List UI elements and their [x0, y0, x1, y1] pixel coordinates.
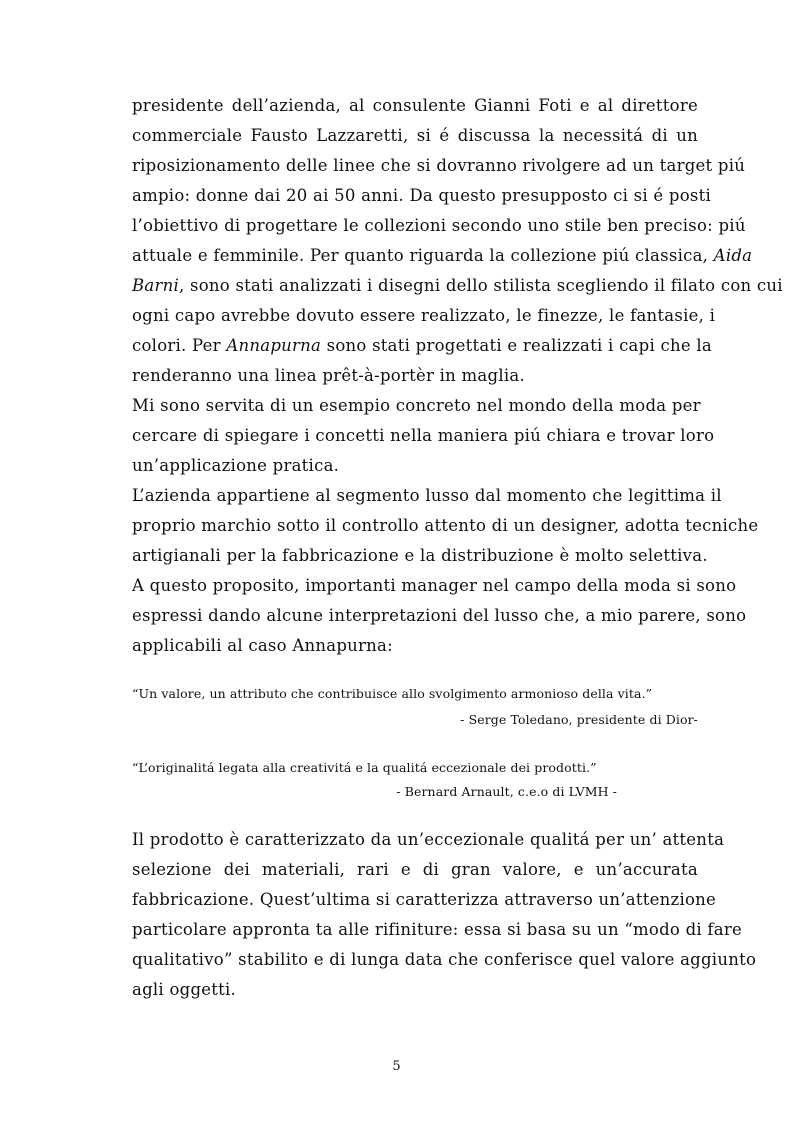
body-line: cercare di spiegare i concetti nella maniera piú chiara e trovar loro — [132, 426, 715, 445]
body-line: L’azienda appartiene al segmento lusso dal momento che legittima il — [132, 486, 722, 505]
page-number: 5 — [392, 1059, 401, 1074]
body-line: commerciale Fausto Lazzaretti, si é discussa la necessitá di un — [132, 126, 698, 145]
quote-text: “Un valore, un attributo che contribuisce allo svolgimento armonioso della vita.” — [132, 686, 653, 701]
body-line: applicabili al caso Annapurna: — [132, 636, 393, 655]
brand-name-italic: Aida — [713, 246, 753, 265]
body-line: fabbricazione. Quest’ultima si caratterizza attraverso un’attenzione — [132, 890, 717, 909]
body-line — [132, 246, 753, 266]
body-line: selezione dei materiali, rari e di gran valore, e un’accurata — [132, 860, 698, 879]
body-text: sono stati progettati e realizzati i capi che la — [326, 336, 712, 355]
body-text: colori. Per — [132, 336, 221, 355]
body-line: Mi sono servita di un esempio concreto nel mondo della moda per — [132, 396, 701, 415]
body-text: attuale e femminile. Per quanto riguarda la collezione piú classica, — [132, 246, 709, 265]
body-line: ampio: donne dai 20 ai 50 anni. Da questo presupposto ci si é posti — [132, 186, 712, 205]
body-line: proprio marchio sotto il controllo attento di un designer, adotta tecniche — [132, 516, 759, 535]
brand-name-italic: Annapurna — [226, 336, 322, 355]
body-line: espressi dando alcune interpretazioni del lusso che, a mio parere, sono — [132, 606, 747, 625]
body-line: riposizionamento delle linee che si dovranno rivolgere ad un target piú — [132, 156, 746, 175]
body-line: qualitativo” stabilito e di lunga data che conferisce quel valore aggiunto — [132, 950, 757, 969]
body-line: ogni capo avrebbe dovuto essere realizzato, le finezze, le fantasie, i — [132, 306, 716, 325]
body-line: Il prodotto è caratterizzato da un’eccezionale qualitá per un’ attenta — [132, 830, 725, 849]
brand-name-italic: Barni — [132, 276, 180, 295]
body-line: A questo proposito, importanti manager nel campo della moda si sono — [132, 576, 737, 595]
body-line: un’applicazione pratica. — [132, 456, 340, 475]
body-line: particolare appronta ta alle rifiniture: essa si basa su un “modo di fare — [132, 920, 743, 939]
body-line: presidente dell’azienda, al consulente Gianni Foti e al direttore — [132, 96, 698, 115]
body-line — [132, 336, 712, 356]
body-line: agli oggetti. — [132, 980, 237, 999]
quote-attribution: - Bernard Arnault, c.e.o di LVMH - — [396, 784, 617, 799]
body-line: artigianali per la fabbricazione e la distribuzione è molto selettiva. — [132, 546, 708, 565]
quote-attribution: - Serge Toledano, presidente di Dior- — [460, 712, 698, 727]
body-line — [132, 276, 783, 296]
body-line: l’obiettivo di progettare le collezioni secondo uno stile ben preciso: piú — [132, 216, 746, 235]
body-line: renderanno una linea prêt-à-portèr in maglia. — [132, 366, 525, 385]
body-text: , sono stati analizzati i disegni dello stilista scegliendo il filato con cui — [179, 276, 783, 295]
quote-text: “L’originalitá legata alla creativitá e la qualitá eccezionale dei prodotti.” — [132, 760, 597, 775]
